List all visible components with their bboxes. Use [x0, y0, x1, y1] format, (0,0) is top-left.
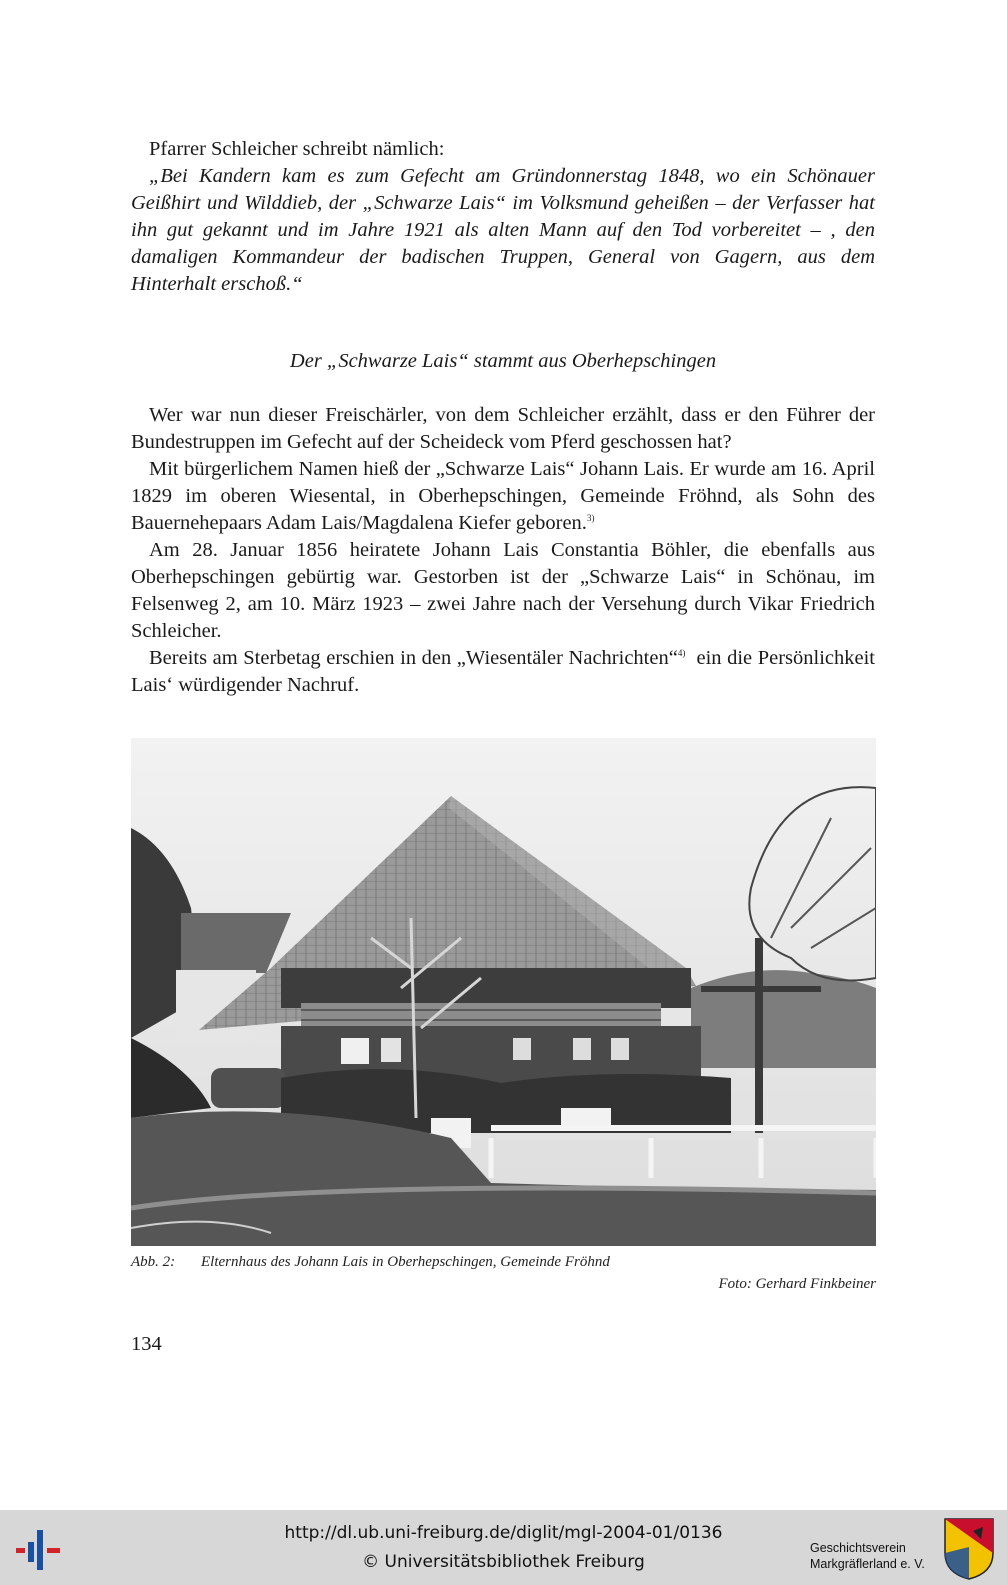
quote-block [131, 136, 875, 298]
footer-url[interactable]: http://dl.ub.uni-freiburg.de/diglit/mgl-2004-01/0136 [284, 1523, 723, 1543]
schleicher-quote: „Bei Kandern kam es zum Gefecht am Gründonnerstag 1848, wo ein Schönauer Geißhirt und Wilddieb, der „Schwarze Lais“ im Volksmund geheißen – der Verfasser hat ihn gut gekannt und im Jahre 1921 als alten Mann auf den Tod vorbereitet – , den damaligen Kommandeur der badischen Truppen, General von Gagern, aus dem Hinterhalt erschoß.“ [131, 165, 875, 295]
intro-line: Pfarrer Schleicher schreibt nämlich: [149, 138, 445, 160]
figure-caption-text: Elternhaus des Johann Lais in Oberhepschingen, Gemeinde Fröhnd [201, 1254, 610, 1270]
page-number: 134 [131, 1333, 162, 1355]
paragraph-4-cont: ein die Persönlichkeit Lais‘ würdigender Nachruf. [131, 647, 876, 696]
paragraph-3: Am 28. Januar 1856 heiratete Johann Lais Constantia Böhler, die ebenfalls aus Oberhepschingen gebürtig war. Gestorben ist der „Schwarze Lais“ in Schönau, im Felsenweg 2, am 10. März 1923 – zwei Jahre nach der Versehung durch Vikar Friedrich Schleicher. [131, 539, 875, 642]
farmhouse-photo [131, 738, 876, 1246]
paragraph-1: Wer war nun dieser Freischärler, von dem Schleicher erzählt, dass er den Führer der Bundestruppen im Gefecht auf der Scheideck vom Pferd geschossen hat? [131, 404, 875, 453]
photo-credit: Foto: Gerhard Finkbeiner [718, 1276, 876, 1292]
paragraph-4-text: Bereits am Sterbetag erschien in den „Wiesentäler Nachrichten“ [149, 647, 678, 669]
society-crest-icon [943, 1517, 995, 1581]
section-heading: Der „Schwarze Lais“ stammt aus Oberhepschingen [289, 350, 717, 372]
footer-copyright: © Universitätsbibliothek Freiburg [362, 1552, 645, 1572]
figure-caption [131, 1254, 610, 1271]
society-name [810, 1540, 925, 1572]
body-text [131, 402, 875, 699]
figure-label: Abb. 2: [131, 1254, 176, 1270]
footnote-ref-4: 4) [677, 648, 686, 659]
paragraph-2 [131, 456, 875, 537]
footer-bar [0, 1510, 1007, 1585]
footnote-ref-3: 3) [586, 513, 595, 524]
society-line-1: Geschichtsverein [810, 1541, 906, 1555]
paragraph-4 [131, 645, 875, 699]
farmhouse-illustration [131, 738, 876, 1246]
paragraph-2-text: Mit bürgerlichem Namen hieß der „Schwarze Lais“ Johann Lais. Er wurde am 16. April 1829 im oberen Wiesental, in Oberhepschingen, Gemeinde Fröhnd, als Sohn des Bauernehepaars Adam Lais/Magdalena Kiefer geboren. [131, 458, 875, 534]
society-line-2: Markgräflerland e. V. [810, 1557, 925, 1571]
